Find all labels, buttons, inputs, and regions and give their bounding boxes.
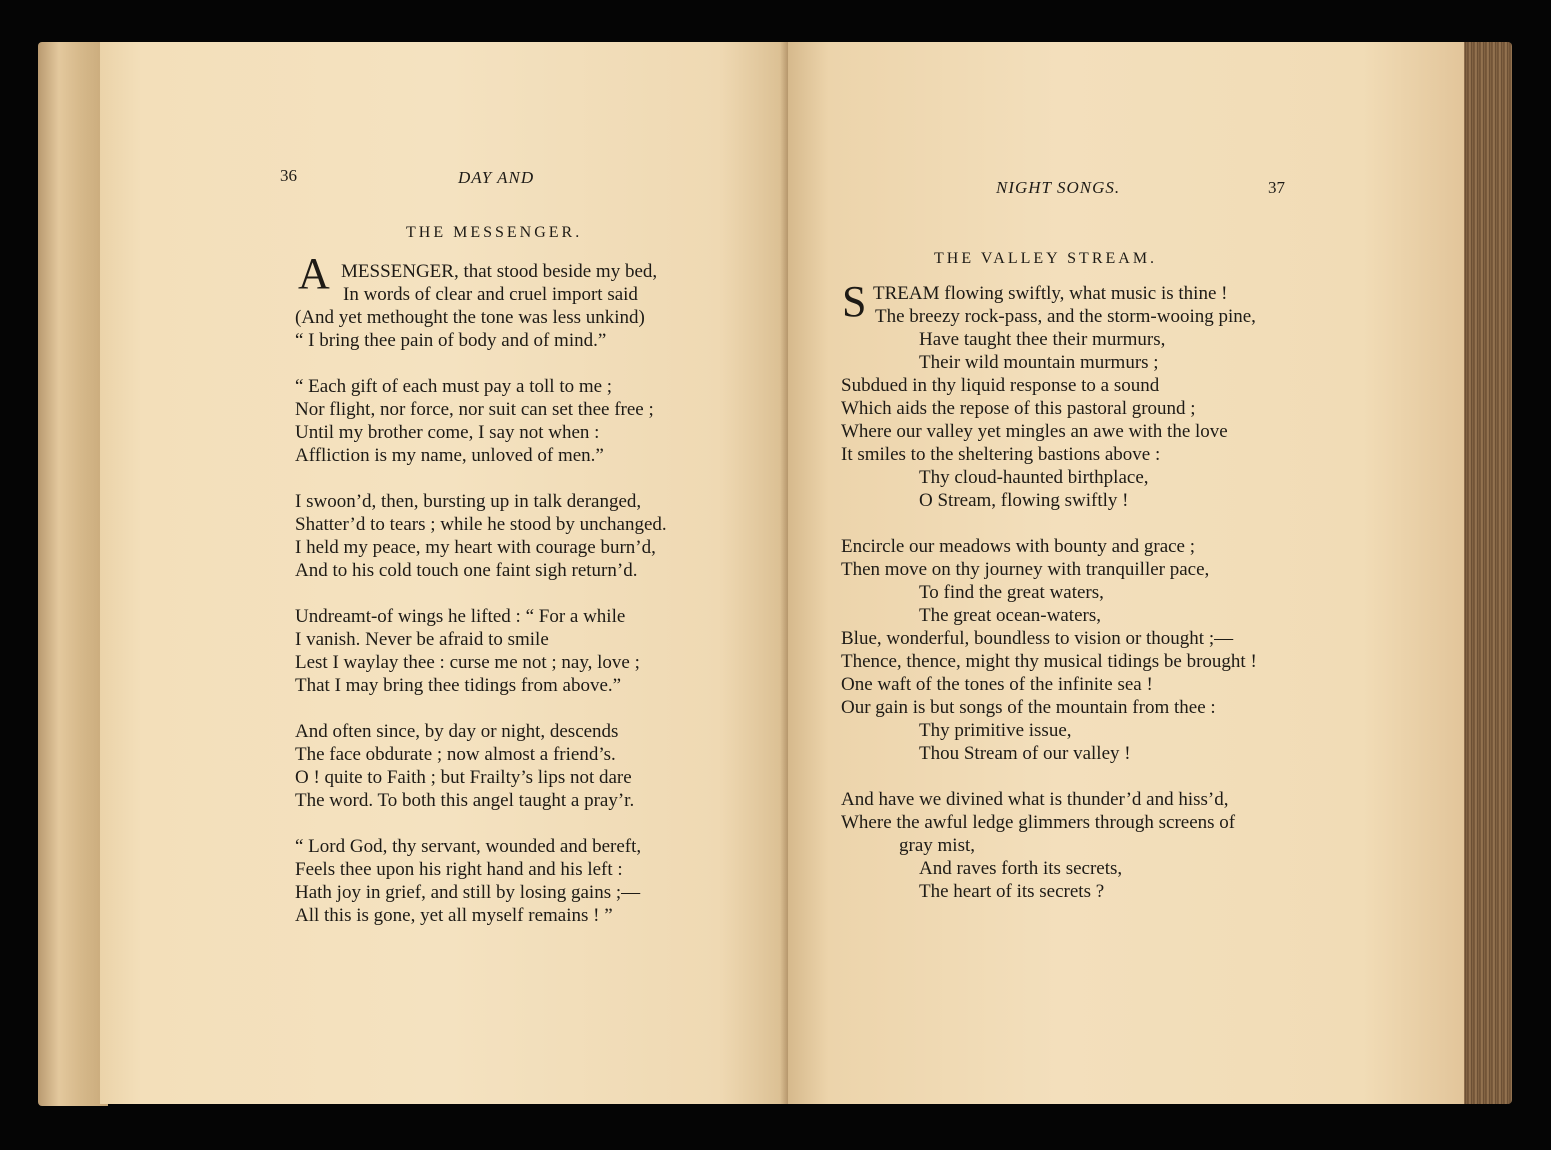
poem-body-left [295,260,667,950]
verse-line: Encircle our meadows with bounty and grace ; [841,536,1196,557]
page-number-left: 36 [280,166,297,185]
verse-line: Thou Stream of our valley ! [919,743,1131,764]
verse-line: The heart of its secrets ? [919,881,1105,902]
verse-line: Thy cloud-haunted birthplace, [919,467,1149,488]
stanza [295,375,667,467]
verse-line: O Stream, flowing swiftly ! [919,490,1129,511]
poem-title-left: THE MESSENGER. [406,224,583,241]
verse-line: The great ocean-waters, [919,605,1101,626]
stanza [841,535,1257,765]
page-number-right: 37 [1268,178,1285,197]
verse-line: Which aids the repose of this pastoral ground ; [841,398,1196,419]
verse-line: Undreamt-of wings he lifted : “ For a while [295,606,626,627]
verse-line: gray mist, [899,835,975,856]
verse-line: Hath joy in grief, and still by losing gains ;— [295,882,641,903]
verse-line: Then move on thy journey with tranquiller pace, [841,559,1210,580]
stanza [841,788,1257,903]
verse-line: Feels thee upon his right hand and his left : [295,859,623,880]
running-head-left: DAY AND [458,168,535,187]
right-page [788,42,1464,1104]
stanza [295,490,667,582]
verse-line: MESSENGER, that stood beside my bed, [341,261,658,282]
verse-line: Have taught thee their murmurs, [919,329,1166,350]
verse-line: To find the great waters, [919,582,1104,603]
drop-cap-right: S [842,277,867,326]
verse-line: I swoon’d, then, bursting up in talk deranged, [295,491,642,512]
verse-line: One waft of the tones of the infinite sea ! [841,674,1153,695]
verse-line: (And yet methought the tone was less unkind) [295,307,645,328]
stanza [295,260,667,352]
verse-line: Thence, thence, might thy musical tidings be brought ! [841,651,1257,672]
verse-line: Nor flight, nor force, nor suit can set thee free ; [295,399,654,420]
verse-line: That I may bring thee tidings from above.” [295,675,622,696]
stanza [295,605,667,697]
verse-line: Shatter’d to tears ; while he stood by unchanged. [295,514,667,535]
verse-line: Blue, wonderful, boundless to vision or thought ;— [841,628,1234,649]
drop-cap-left: A [298,249,330,298]
verse-line: Where the awful ledge glimmers through screens of [841,812,1236,833]
verse-line: Our gain is but songs of the mountain from thee : [841,697,1216,718]
verse-line: All this is gone, yet all myself remains ! ” [295,905,613,926]
verse-line: And to his cold touch one faint sigh return’d. [295,560,638,581]
verse-line: “ Each gift of each must pay a toll to me ; [295,376,613,397]
page-edges-right [1460,42,1512,1104]
page-edges-left [38,42,108,1106]
verse-line: Thy primitive issue, [919,720,1072,741]
verse-line: And have we divined what is thunder’d and hiss’d, [841,789,1229,810]
verse-line: O ! quite to Faith ; but Frailty’s lips not dare [295,767,632,788]
verse-line: Subdued in thy liquid response to a sound [841,375,1160,396]
verse-line: “ I bring thee pain of body and of mind.” [295,330,607,351]
verse-line: And raves forth its secrets, [919,858,1123,879]
left-page [100,42,788,1104]
stanza [295,835,667,927]
stanza [841,277,1257,512]
open-book [38,38,1512,1110]
verse-line: Until my brother come, I say not when : [295,422,600,443]
verse-line: It smiles to the sheltering bastions above : [841,444,1161,465]
stanza [295,720,667,812]
verse-line: Their wild mountain murmurs ; [919,352,1159,373]
verse-line: “ Lord God, thy servant, wounded and bereft, [295,836,642,857]
verse-line: I vanish. Never be afraid to smile [295,629,549,650]
verse-line: In words of clear and cruel import said [343,284,638,305]
verse-line: I held my peace, my heart with courage burn’d, [295,537,656,558]
verse-line: The face obdurate ; now almost a friend’s. [295,744,616,765]
running-head-right: NIGHT SONGS. [996,178,1121,197]
verse-line: And often since, by day or night, descends [295,721,619,742]
verse-line: TREAM flowing swiftly, what music is thine ! [873,283,1228,304]
poem-title-right: THE VALLEY STREAM. [934,250,1158,267]
poem-body-right [841,277,1257,926]
verse-line: The word. To both this angel taught a pray’r. [295,790,635,811]
verse-line: Affliction is my name, unloved of men.” [295,445,604,466]
verse-line: Lest I waylay thee : curse me not ; nay, love ; [295,652,640,673]
verse-line: The breezy rock-pass, and the storm-wooing pine, [875,306,1256,327]
verse-line: Where our valley yet mingles an awe with the love [841,421,1228,442]
